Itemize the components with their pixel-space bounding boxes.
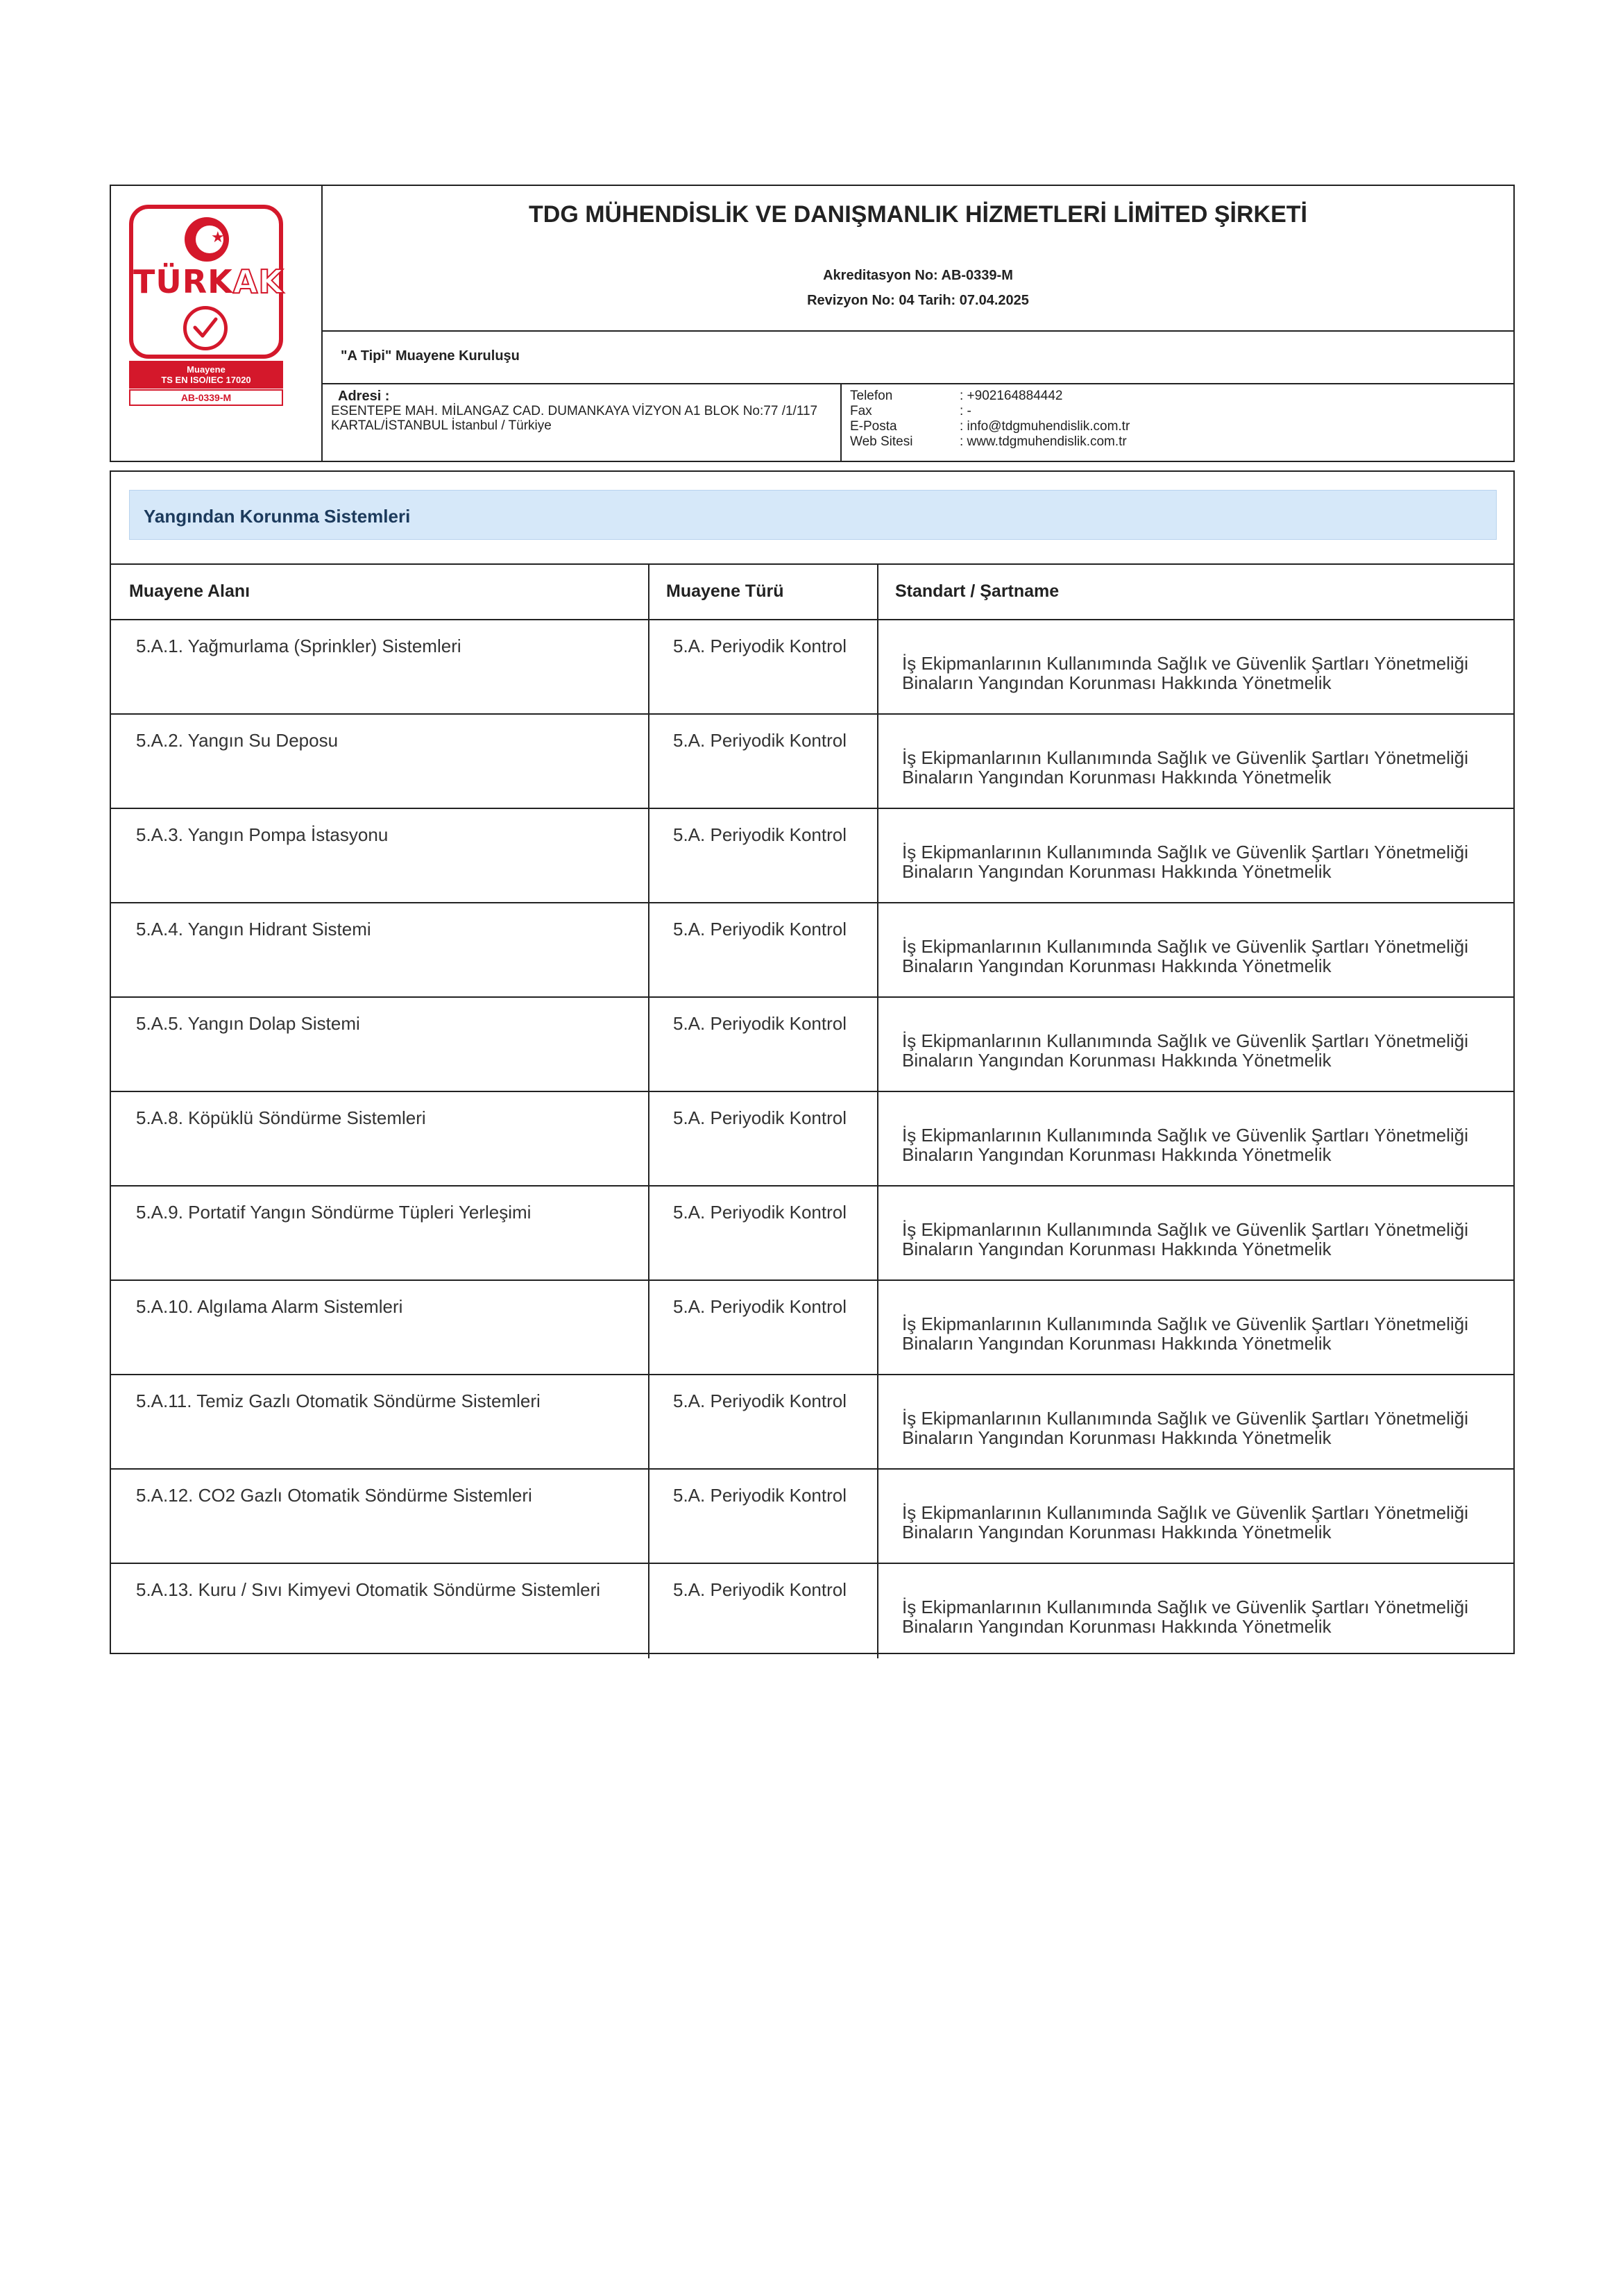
- standard-line-2: Binaların Yangından Korunması Hakkında Yönetmelik: [902, 1333, 1332, 1354]
- logo-band-line2: TS EN ISO/IEC 17020: [161, 375, 251, 385]
- address-cell: [323, 384, 842, 461]
- contact-cell: [843, 384, 1513, 461]
- table-row: [111, 998, 1513, 1092]
- contact-value: : -: [960, 404, 971, 418]
- standard-line-2: Binaların Yangından Korunması Hakkında Yönetmelik: [902, 1427, 1332, 1448]
- inspection-type: 5.A. Periyodik Kontrol: [673, 730, 847, 751]
- inspection-area: 5.A.10. Algılama Alarm Sistemleri: [136, 1296, 403, 1317]
- inspection-area: 5.A.8. Köpüklü Söndürme Sistemleri: [136, 1107, 426, 1128]
- contact-phone: [850, 389, 1062, 404]
- standard-cell: [902, 842, 1468, 881]
- standard-line-1: İş Ekipmanlarının Kullanımında Sağlık ve Güvenlik Şartları Yönetmeliği: [902, 1219, 1469, 1240]
- inspection-type: 5.A. Periyodik Kontrol: [673, 919, 847, 939]
- table-header: [111, 565, 1513, 620]
- table-row: [111, 1564, 1513, 1658]
- standard-line-2: Binaların Yangından Korunması Hakkında Yönetmelik: [902, 1050, 1332, 1071]
- column-header-area: Muayene Alanı: [129, 581, 250, 601]
- crescent-star-icon: ★: [185, 217, 229, 262]
- standard-line-1: İş Ekipmanlarının Kullanımında Sağlık ve Güvenlik Şartları Yönetmeliği: [902, 1313, 1469, 1334]
- table-row: [111, 1281, 1513, 1375]
- org-type: "A Tipi" Muayene Kuruluşu: [341, 348, 520, 364]
- standard-cell: [902, 1220, 1468, 1259]
- inspection-area: 5.A.9. Portatif Yangın Söndürme Tüpleri Yerleşimi: [136, 1202, 532, 1223]
- standard-line-2: Binaların Yangından Korunması Hakkında Yönetmelik: [902, 861, 1332, 882]
- contact-key: Fax: [850, 404, 872, 418]
- standard-line-1: İş Ekipmanlarının Kullanımında Sağlık ve Güvenlik Şartları Yönetmeliği: [902, 653, 1469, 674]
- inspection-area: 5.A.13. Kuru / Sıvı Kimyevi Otomatik Söndürme Sistemleri: [136, 1579, 601, 1600]
- revision-info: Revizyon No: 04 Tarih: 07.04.2025: [807, 293, 1029, 308]
- contact-email: [850, 419, 1130, 434]
- table-body: [111, 620, 1513, 1658]
- contact-fax: [850, 404, 971, 419]
- scope-table: [111, 563, 1513, 1658]
- standard-line-2: Binaların Yangından Korunması Hakkında Yönetmelik: [902, 1144, 1332, 1165]
- address-text: ESENTEPE MAH. MİLANGAZ CAD. DUMANKAYA VİZYON A1 BLOK No:77 /1/117 KARTAL/İSTANBUL İstanbul / Türkiye: [331, 404, 818, 433]
- contact-key: E-Posta: [850, 419, 897, 434]
- standard-line-2: Binaların Yangından Korunması Hakkında Yönetmelik: [902, 1616, 1332, 1637]
- standard-line-1: İş Ekipmanlarının Kullanımında Sağlık ve Güvenlik Şartları Yönetmeliği: [902, 747, 1469, 768]
- standard-line-2: Binaların Yangından Korunması Hakkında Yönetmelik: [902, 672, 1332, 693]
- contact-key: Telefon: [850, 389, 893, 403]
- table-row: [111, 620, 1513, 715]
- standard-line-2: Binaların Yangından Korunması Hakkında Yönetmelik: [902, 1239, 1332, 1259]
- standard-line-2: Binaların Yangından Korunması Hakkında Yönetmelik: [902, 955, 1332, 976]
- standard-cell: [902, 1125, 1468, 1164]
- inspection-type: 5.A. Periyodik Kontrol: [673, 1485, 847, 1506]
- standard-line-1: İş Ekipmanlarının Kullanımında Sağlık ve Güvenlik Şartları Yönetmeliği: [902, 842, 1469, 862]
- standard-cell: [902, 1503, 1468, 1542]
- inspection-area: 5.A.11. Temiz Gazlı Otomatik Söndürme Sistemleri: [136, 1391, 541, 1411]
- logo-band: [129, 361, 283, 389]
- table-row: [111, 1187, 1513, 1281]
- turkak-logo: [129, 205, 283, 359]
- standard-line-1: İş Ekipmanlarının Kullanımında Sağlık ve Güvenlik Şartları Yönetmeliği: [902, 1030, 1469, 1051]
- inspection-type: 5.A. Periyodik Kontrol: [673, 1296, 847, 1317]
- standard-line-1: İş Ekipmanlarının Kullanımında Sağlık ve Güvenlik Şartları Yönetmeliği: [902, 1502, 1469, 1523]
- inspection-type: 5.A. Periyodik Kontrol: [673, 1107, 847, 1128]
- standard-line-2: Binaların Yangından Korunması Hakkında Yönetmelik: [902, 767, 1332, 788]
- inspection-area: 5.A.2. Yangın Su Deposu: [136, 730, 339, 751]
- standard-line-1: İş Ekipmanlarının Kullanımında Sağlık ve Güvenlik Şartları Yönetmeliği: [902, 936, 1469, 957]
- inspection-type: 5.A. Periyodik Kontrol: [673, 636, 847, 656]
- inspection-area: 5.A.4. Yangın Hidrant Sistemi: [136, 919, 371, 939]
- table-row: [111, 1375, 1513, 1470]
- column-header-type: Muayene Türü: [666, 581, 784, 601]
- inspection-area: 5.A.1. Yağmurlama (Sprinkler) Sistemleri: [136, 636, 461, 656]
- scope-block: [110, 470, 1515, 1654]
- inspection-area: 5.A.12. CO2 Gazlı Otomatik Söndürme Sistemleri: [136, 1485, 532, 1506]
- logo-code: AB-0339-M: [129, 389, 283, 406]
- standard-cell: [902, 1409, 1468, 1447]
- section-header: [129, 490, 1497, 540]
- table-row: [111, 809, 1513, 903]
- standard-cell: [902, 1314, 1468, 1353]
- logo-word: TÜRKAK: [133, 263, 284, 300]
- document-header: [110, 185, 1515, 462]
- contact-value[interactable]: : www.tdgmuhendislik.com.tr: [960, 434, 1127, 449]
- contact-value[interactable]: : info@tdgmuhendislik.com.tr: [960, 419, 1130, 434]
- inspection-type: 5.A. Periyodik Kontrol: [673, 1391, 847, 1411]
- inspection-type: 5.A. Periyodik Kontrol: [673, 1202, 847, 1223]
- checkmark-icon: [183, 306, 228, 350]
- inspection-type: 5.A. Periyodik Kontrol: [673, 1013, 847, 1034]
- table-row: [111, 1470, 1513, 1564]
- accreditation-number: Akreditasyon No: AB-0339-M: [823, 268, 1013, 283]
- org-type-cell: [323, 332, 1513, 384]
- contact-website: [850, 434, 1127, 450]
- standard-cell: [902, 654, 1468, 692]
- column-header-standard: Standart / Şartname: [895, 581, 1060, 601]
- contact-key: Web Sitesi: [850, 434, 913, 449]
- logo-cell: [111, 186, 323, 461]
- section-title: Yangından Korunma Sistemleri: [144, 506, 411, 527]
- standard-line-1: İş Ekipmanlarının Kullanımında Sağlık ve Güvenlik Şartları Yönetmeliği: [902, 1597, 1469, 1617]
- company-name: TDG MÜHENDİSLİK VE DANIŞMANLIK HİZMETLERİ LİMİTED ŞİRKETİ: [529, 201, 1307, 228]
- standard-line-1: İş Ekipmanlarının Kullanımında Sağlık ve Güvenlik Şartları Yönetmeliği: [902, 1125, 1469, 1146]
- inspection-type: 5.A. Periyodik Kontrol: [673, 1579, 847, 1600]
- table-row: [111, 1092, 1513, 1187]
- contact-value: : +902164884442: [960, 389, 1063, 403]
- standard-cell: [902, 937, 1468, 976]
- standard-cell: [902, 1031, 1468, 1070]
- standard-line-2: Binaların Yangından Korunması Hakkında Yönetmelik: [902, 1522, 1332, 1542]
- inspection-type: 5.A. Periyodik Kontrol: [673, 824, 847, 845]
- inspection-area: 5.A.3. Yangın Pompa İstasyonu: [136, 824, 389, 845]
- standard-cell: [902, 1597, 1468, 1636]
- table-row: [111, 715, 1513, 809]
- standard-line-1: İş Ekipmanlarının Kullanımında Sağlık ve Güvenlik Şartları Yönetmeliği: [902, 1408, 1469, 1429]
- standard-cell: [902, 748, 1468, 787]
- address-label: Adresi :: [338, 389, 390, 404]
- title-cell: [323, 186, 1513, 332]
- logo-band-line1: Muayene: [187, 364, 226, 375]
- inspection-area: 5.A.5. Yangın Dolap Sistemi: [136, 1013, 360, 1034]
- table-row: [111, 903, 1513, 998]
